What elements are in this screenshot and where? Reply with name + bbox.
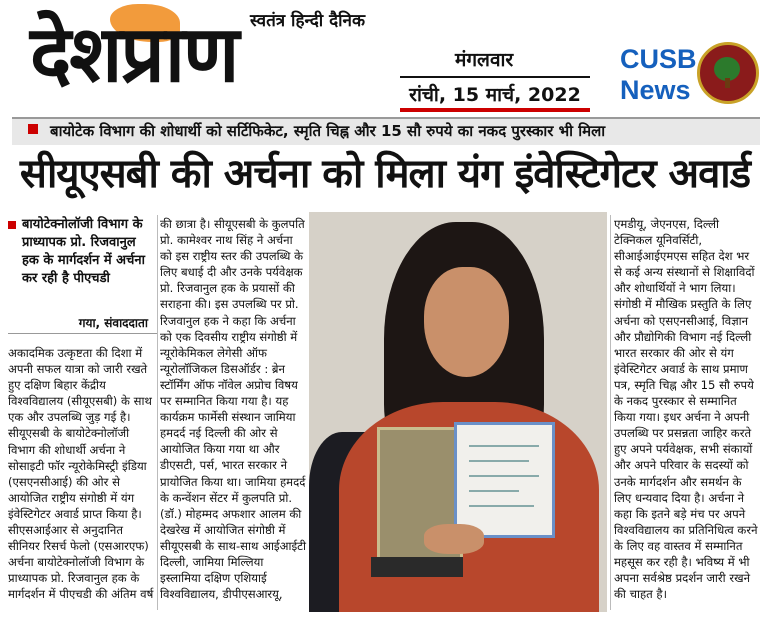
byline: गया, संवाददाता — [78, 316, 148, 330]
cusb-badge-line2: News — [620, 75, 691, 105]
divider — [8, 333, 158, 334]
issue-dateline — [400, 76, 590, 112]
award-photo — [309, 212, 607, 612]
article-column-2: की छात्रा है। सीयूएसबी के कुलपति प्रो. कामेश्वर नाथ सिंह ने अर्चना को इस राष्ट्रीय स्तर की उपलब्धि के लिए बधाई दी और उनके पर्यवेक्षक प्रो. रिजवानुल हक के प्रयासों की सराहना की। इस उपलब्धि पर प्रो. रिजवानुल हक ने कहा कि अर्चना को एक दिवसीय राष्ट्रीय संगोष्ठी में न्यूरोकेमिकल लेगेसी ऑफ न्यूरोलॉजिकल डिसऑर्डर : ब्रेन स्टॉर्मिंग ऑफ नॉवेल अप्रोच विषय पर सम्मानित किया गया है। यह कार्यक्रम फार्मेसी संस्थान जामिया हमदर्द नई दिल्ली की ओर से आयोजित किया गया था और डीएसटी, पर्स, भारत सरकार ने प्रायोजित किया था। जामिया हमदर्द के कन्वेंशन सेंटर में कुलपति प्रो. (डॉ.) मोहम्मद अफशार आलम की देखरेख में आयोजित संगोष्ठी में सीयूएसबी के साथ-साथ आईआईटी दिल्ली, जामिया मिल्लिया इस्लामिया दक्षिण एशियाई विश्वविद्यालय, डीपीएसआरयू, — [160, 217, 307, 602]
newspaper-tagline: स्वतंत्र हिन्दी दैनिक — [250, 11, 366, 31]
newspaper-title: देशप्राण — [30, 9, 238, 100]
university-seal-icon — [697, 42, 759, 104]
dateline-text: रांची, 15 मार्च, 2022 — [409, 84, 581, 106]
column-divider — [157, 215, 158, 610]
article-column-3: एमडीयू, जेएनएस, दिल्ली टेक्निकल यूनिवर्सिटी, सीआईआईएमएस सहित देश भर से कई अन्य संस्थानों से शिक्षाविदों और शोधार्थियों ने भाग लिया।संगोष्ठी में मौखिक प्रस्तुति के लिए अर्चना को एसएनसीआई, विज्ञान और प्रौद्योगिकी विभाग नई दिल्ली भारत सरकार की ओर से यंग इंवेस्टिगेटर अवार्ड के साथ प्रमाण पत्र, स्मृति चिह्न और 15 सौ रुपये के नकद पुरस्कार से सम्मानित किया गया। इधर अर्चना ने अपनी उपलब्धि पर प्रसन्नता जाहिर करते हुए अपने पर्यवेक्षक, सभी संकायों और अपने परिवार के सदस्यों को उनके मार्गदर्शन और समर्थन के लिए धन्यवाद दिया है। अर्चना ने कहा कि इतने बड़े मंच पर अपने विश्वविद्यालय का प्रतिनिधित्व करने के लिए वह वास्तव में सम्मानित महसूस कर रही है। भविष्य में भी अपना सर्वश्रेष्ठ प्रदर्शन जारी रखने की चाहत है। — [614, 217, 758, 602]
strap-text: बायोटेक विभाग की शोधार्थी को सर्टिफिकेट, स्मृति चिह्न और 15 सौ रुपये का नकद पुरस्कार भी मिला — [50, 122, 606, 140]
article-column-1: अकादमिक उत्कृष्टता की दिशा में अपनी सफल यात्रा को जारी रखते हुए दक्षिण बिहार केंद्रीय विश्वविद्यालय (सीयूएसबी) के साथ एक और उपलब्धि जुड़ गई है। सीयूएसबी के बायोटेक्नोलॉजी विभाग की शोधार्थी अर्चना ने सोसाइटी फॉर न्यूरोकेमिस्ट्री इंडिया (एसएनसीआई) की ओर से आयोजित राष्ट्रीय संगोष्ठी में यंग इंवेस्टिगेटर अवार्ड प्राप्त किया है। सीएसआईआर से अनुदानित सीनियर रिसर्च फेलो (एसआरएफ) अर्चना बायोटेक्नोलॉजी विभाग के प्राध्यापक प्रो. रिजवानुल हक के मार्गदर्शन में पीएचडी की अंतिम वर्ष — [8, 346, 154, 602]
bullet-square-icon — [8, 221, 16, 229]
certificate-icon — [454, 422, 555, 538]
cusb-badge-line1: CUSB — [620, 44, 697, 74]
bullet-square-icon — [28, 124, 38, 134]
column-divider — [610, 215, 611, 610]
subhead: बायोटेक्नोलॉजी विभाग के प्राध्यापक प्रो. रिजवानुल हक के मार्गदर्शन में अर्चना कर रही है पीएचडी — [22, 217, 145, 286]
issue-day: मंगलवार — [455, 49, 514, 71]
headline: सीयूएसबी की अर्चना को मिला यंग इंवेस्टिगेटर अवार्ड — [19, 151, 751, 197]
